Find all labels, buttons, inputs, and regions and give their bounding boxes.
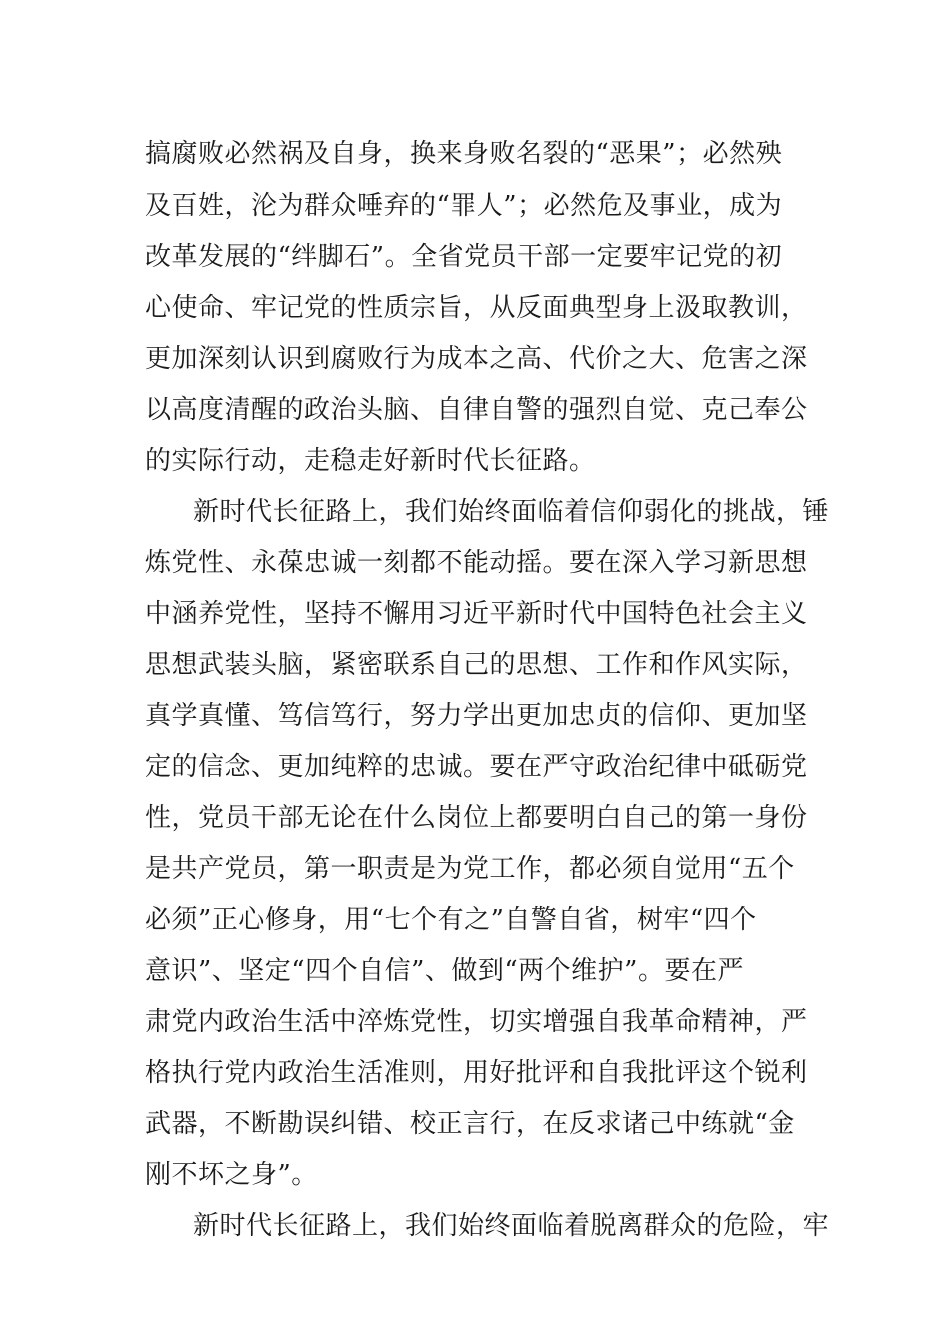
text-line: 性，党员干部无论在什么岗位上都要明白自己的第一身份 (145, 803, 808, 833)
text-line: 是共产党员，第一职责是为党工作，都必须自觉用“五个 (145, 854, 795, 884)
text-line: 搞腐败必然祸及自身，换来身败名裂的“恶果”；必然殃 (145, 139, 783, 169)
text-line: 肃党内政治生活中淬炼党性，切实增强自我革命精神，严 (145, 1007, 808, 1037)
text-line: 定的信念、更加纯粹的忠诚。要在严守政治纪律中砥砺党 (145, 752, 808, 782)
paragraph-first-line: 新时代长征路上，我们始终面临着脱离群众的危险，牢 (193, 1211, 830, 1241)
text-line: 意识”、坚定“四个自信”、做到“两个维护”。要在严 (145, 956, 744, 986)
text-line: 真学真懂、笃信笃行，努力学出更加忠贞的信仰、更加坚 (145, 701, 808, 731)
text-line: 刚不坏之身”。 (145, 1160, 318, 1190)
text-line: 及百姓，沦为群众唾弃的“罪人”；必然危及事业，成为 (145, 191, 783, 221)
text-line: 必须”正心修身，用“七个有之”自警自省，树牢“四个 (145, 905, 757, 935)
text-line: 改革发展的“绊脚石”。全省党员干部一定要牢记党的初 (145, 242, 783, 272)
text-line: 中涵养党性，坚持不懈用习近平新时代中国特色社会主义 (145, 599, 808, 629)
text-line: 心使命、牢记党的性质宗旨，从反面典型身上汲取教训， (145, 293, 808, 323)
text-line: 以高度清醒的政治头脑、自律自警的强烈自觉、克己奉公 (145, 395, 808, 425)
text-line: 的实际行动，走稳走好新时代长征路。 (145, 446, 596, 476)
text-line: 思想武装头脑，紧密联系自己的思想、工作和作风实际， (145, 650, 808, 680)
text-line: 更加深刻认识到腐败行为成本之高、代价之大、危害之深 (145, 344, 808, 374)
paragraph-first-line: 新时代长征路上，我们始终面临着信仰弱化的挑战，锤 (193, 497, 830, 527)
text-line: 炼党性、永葆忠诚一刻都不能动摇。要在深入学习新思想 (145, 548, 808, 578)
text-line: 格执行党内政治生活准则，用好批评和自我批评这个锐利 (145, 1058, 808, 1088)
text-line: 武器，不断勘误纠错、校正言行，在反求诸己中练就“金 (145, 1109, 795, 1139)
